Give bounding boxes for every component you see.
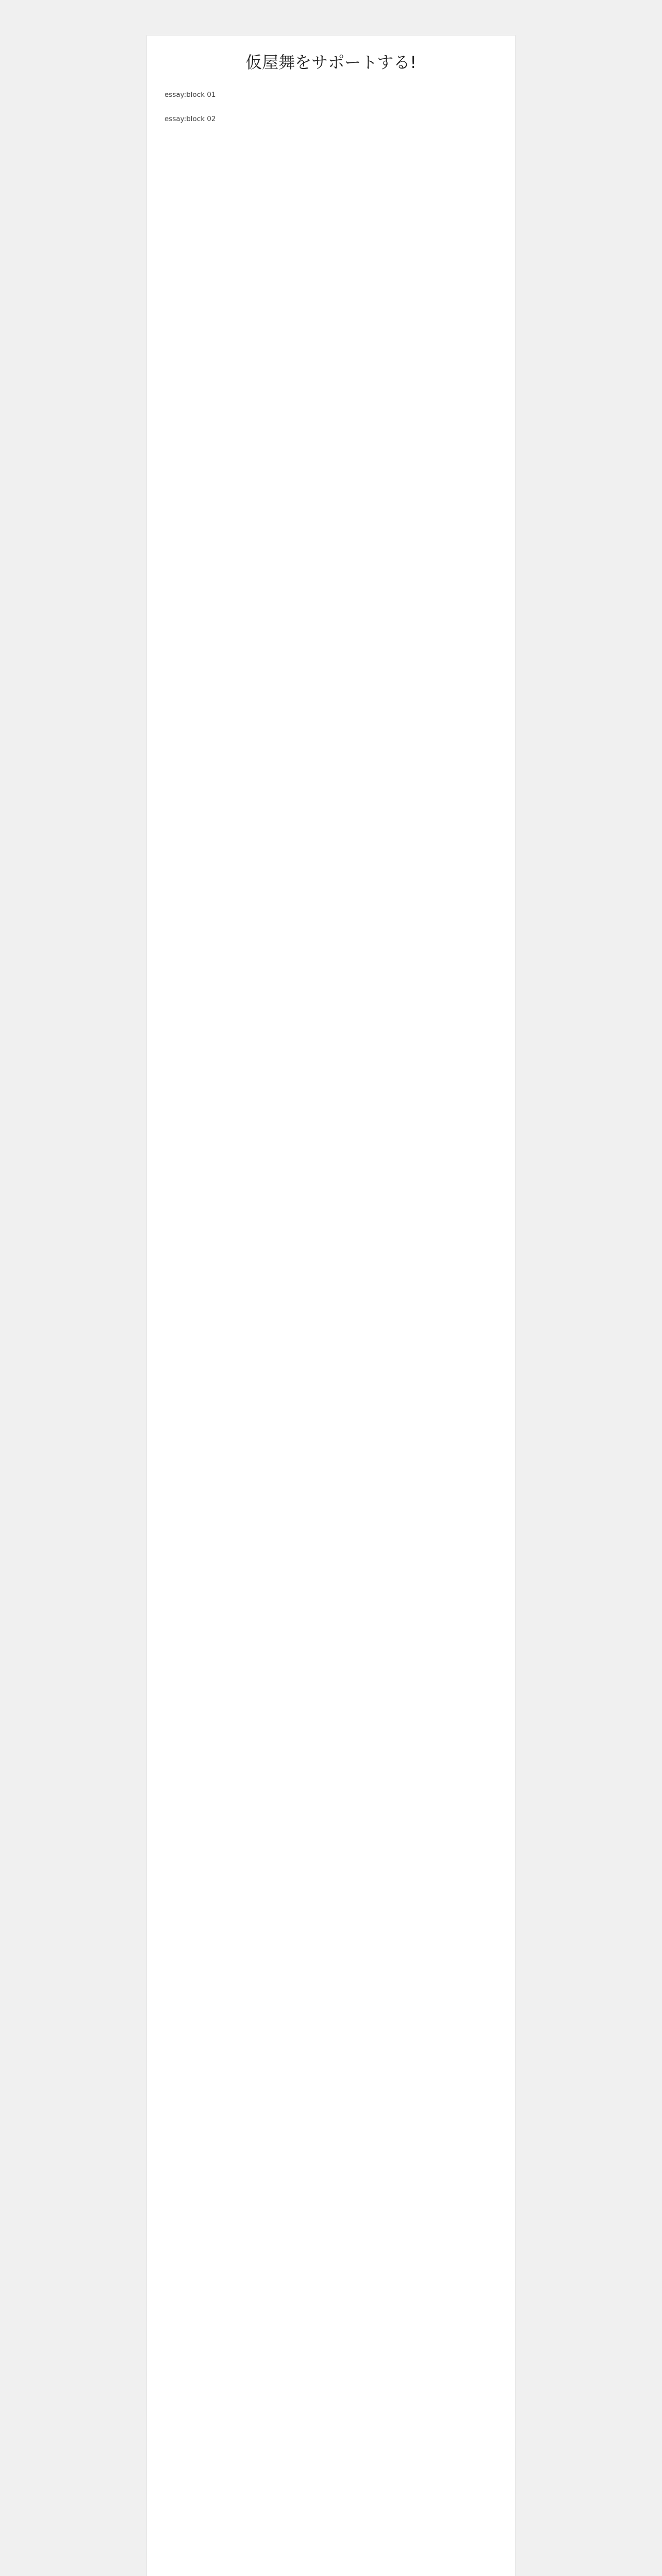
- paragraph-gap: [164, 100, 494, 113]
- article-card: [146, 35, 516, 2576]
- article-paragraph: essay:block 01: [164, 91, 216, 99]
- article-body: [147, 74, 494, 125]
- article-paragraph: essay:block 02: [164, 115, 216, 123]
- page-title: 仮屋舞をサポートする!: [245, 53, 417, 72]
